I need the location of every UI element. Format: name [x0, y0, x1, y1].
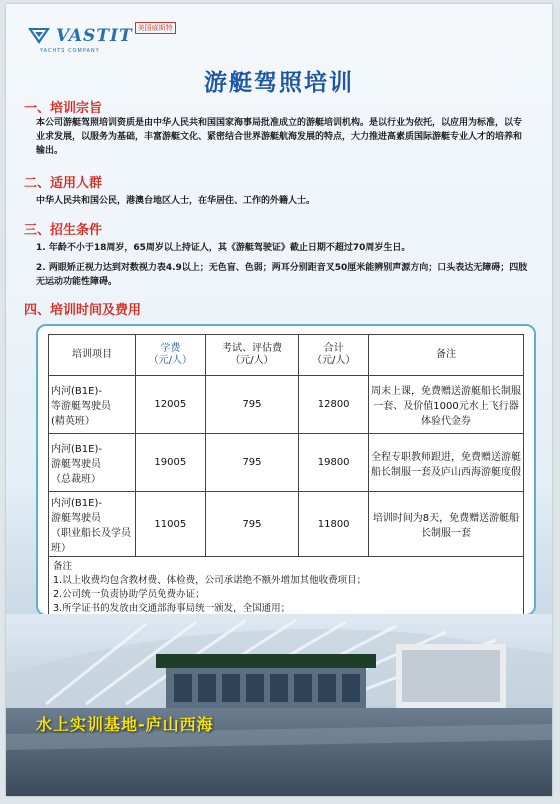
marina-building-illustration — [6, 614, 552, 796]
row-total: 19800 — [299, 434, 369, 492]
fee-table — [48, 334, 524, 557]
row-item: 内河(B1E)- 游艇驾驶员 （职业船长及学员班） — [49, 492, 136, 557]
note-line-2: 2.公司统一负责协助学员免费办证； — [53, 589, 205, 600]
section-heading-requirements: 三、招生条件 — [24, 223, 103, 238]
row-exam: 795 — [205, 376, 299, 434]
section-text-audience: 中华人民共和国公民，港澳台地区人士，在华居住、工作的外籍人士。 — [36, 196, 316, 206]
requirement-item-1: 1. 年龄不小于18周岁，65周岁以上持证人，其《游艇驾驶证》截止日期不超过70周岁生日。 — [36, 243, 411, 253]
row-exam: 795 — [205, 492, 299, 557]
table-row — [49, 434, 524, 492]
row-note: 全程专职教师跟进，免费赠送游艇船长制服一套及庐山西海游艇度假 — [369, 434, 524, 492]
row-note: 周末上课，免费赠送游艇船长制服一套、及价值1000元水上飞行器体验代金券 — [369, 376, 524, 434]
notes-title: 备注 — [53, 561, 73, 572]
section-text-purpose: 本公司游艇驾照培训资质是由中华人民共和国国家海事局批准成立的游艇培训机构。是以行业为依托，以应用为标准，以专业求发展，以服务为基础，丰富游艇文化、紧密结合世界游艇航海发展的特点，大力推进高素质国际游艇专业人才的培养和输出。 — [36, 118, 523, 156]
header-note: 备注 — [369, 335, 524, 376]
table-row — [49, 376, 524, 434]
flyer-page — [6, 4, 552, 796]
table-row — [49, 492, 524, 557]
row-total: 12800 — [299, 376, 369, 434]
header-item: 培训项目 — [49, 335, 136, 376]
fee-table-header — [49, 335, 524, 376]
fee-table-card — [36, 324, 536, 616]
row-tuition: 12005 — [136, 376, 206, 434]
page-title: 游艇驾照培训 — [204, 70, 354, 96]
logo-subtitle: YACHTS COMPANY — [40, 48, 100, 54]
photo-caption: 水上实训基地-庐山西海 — [36, 715, 214, 734]
note-line-1: 1.以上收费均包含教材费、体检费，公司承诺绝不额外增加其他收费项目； — [53, 575, 367, 586]
requirement-item-2: 2. 两眼矫正视力达到对数视力表4.9以上；无色盲、色弱；两耳分别距音叉50厘米能辨别声源方向；口头表达无障碍；四肢无运动功能性障碍。 — [36, 263, 528, 287]
training-base-photo — [6, 614, 552, 796]
row-tuition: 19005 — [136, 434, 206, 492]
sail-logo-icon — [26, 26, 52, 46]
header-tuition: 学费 （元/人） — [136, 335, 206, 376]
row-exam: 795 — [205, 434, 299, 492]
row-note: 培训时间为8天，免费赠送游艇船长制服一套 — [369, 492, 524, 557]
note-line-3: 3.所学证书的发放由交通部海事局统一颁发，全国通用； — [53, 603, 291, 614]
row-item: 内河(B1E)- 等游艇驾驶员 (精英班） — [49, 376, 136, 434]
section-heading-purpose: 一、培训宗旨 — [24, 101, 103, 116]
row-tuition: 11005 — [136, 492, 206, 557]
section-heading-audience: 二、适用人群 — [24, 176, 103, 191]
section-heading-fees: 四、培训时间及费用 — [24, 303, 142, 318]
row-total: 11800 — [299, 492, 369, 557]
row-item: 内河(B1E)- 游艇驾驶员 （总裁班） — [49, 434, 136, 492]
header-total: 合计 （元/人） — [299, 335, 369, 376]
company-logo — [26, 26, 176, 46]
notes-box — [48, 557, 524, 620]
logo-cn-tag: 美国威斯特 — [135, 22, 176, 34]
header-exam: 考试、评估费 （元/人） — [205, 335, 299, 376]
logo-name: VASTIT — [56, 26, 133, 46]
